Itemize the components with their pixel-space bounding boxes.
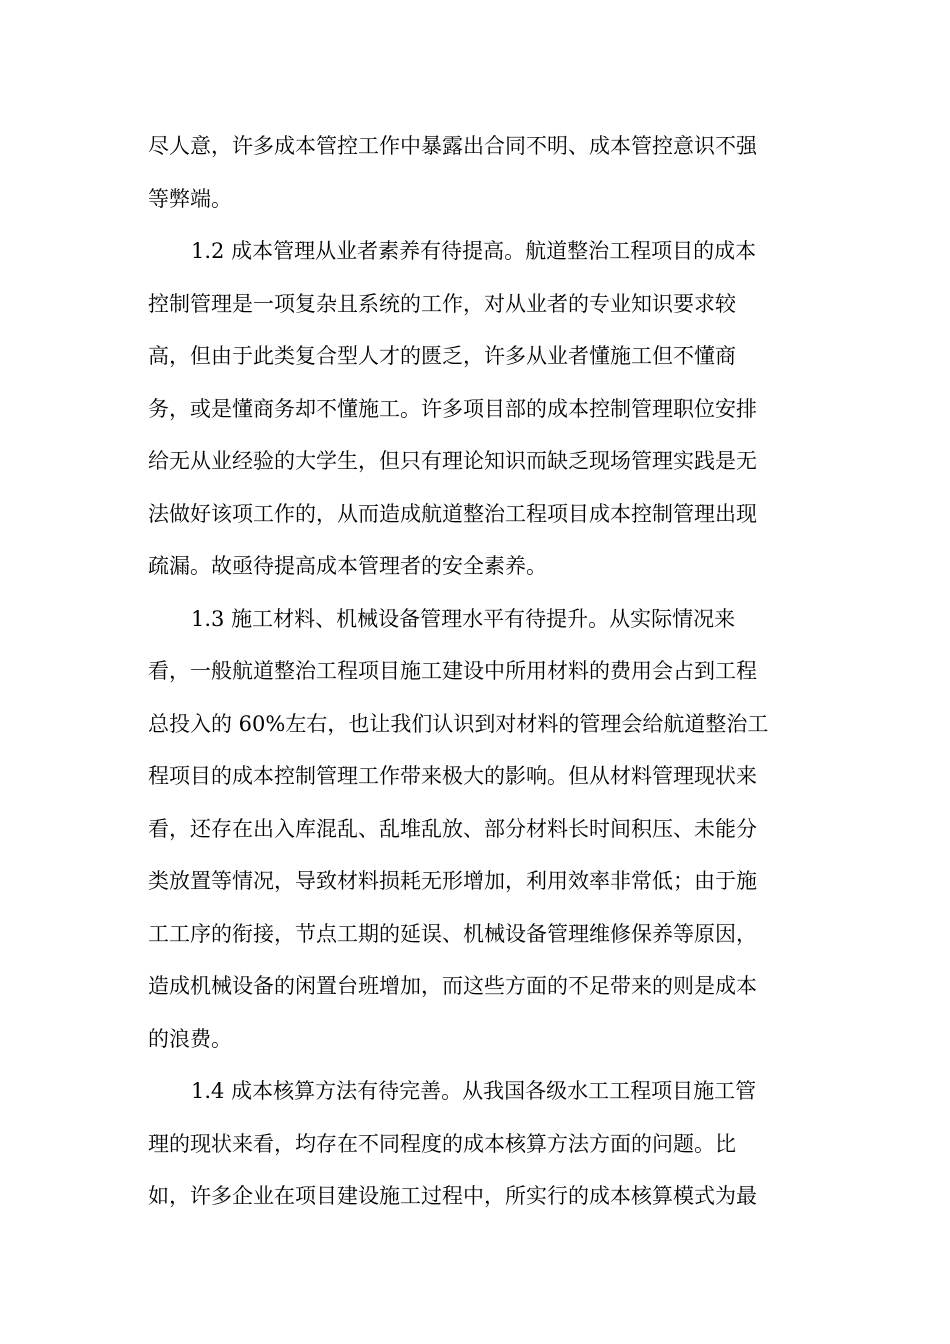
text-line: 给无从业经验的大学生，但只有理论知识而缺乏现场管理实践是无: [148, 449, 757, 473]
text-line: 等弊端。: [148, 186, 232, 211]
text-line: 法做好该项工作的，从而造成航道整治工程项目成本控制管理出现: [148, 501, 757, 526]
text-line: 理的现状来看，均存在不同程度的成本核算方法方面的问题。比: [148, 1131, 736, 1156]
text-line: 看，一般航道整治工程项目施工建设中所用材料的费用会占到工程: [148, 659, 757, 683]
text-line: 类放置等情况，导致材料损耗无形增加，利用效率非常低；由于施: [148, 869, 757, 893]
document-body: [148, 120, 803, 1223]
text-line: 造成机械设备的闲置台班增加，而这些方面的不足带来的则是成本: [148, 974, 757, 998]
text-line: 疏漏。故亟待提高成本管理者的安全素养。: [148, 554, 547, 578]
text-line: 总投入的 60%左右，也让我们认识到对材料的管理会给航道整治工: [148, 711, 769, 736]
text-line: 尽人意，许多成本管控工作中暴露出合同不明、成本管控意识不强: [148, 134, 757, 158]
text-line: 程项目的成本控制管理工作带来极大的影响。但从材料管理现状来: [148, 764, 757, 788]
text-line: 高，但由于此类复合型人才的匮乏，许多从业者懂施工但不懂商: [148, 344, 736, 368]
section-1-2-heading-line: 1.2 成本管理从业者素养有待提高。航道整治工程项目的成本: [191, 239, 757, 263]
text-line: 的浪费。: [148, 1026, 232, 1051]
text-line: 看，还存在出入库混乱、乱堆乱放、部分材料长时间积压、未能分: [148, 816, 757, 841]
text-line: 工工序的衔接，节点工期的延误、机械设备管理维修保养等原因，: [148, 921, 757, 946]
section-1-3-heading-line: 1.3 施工材料、机械设备管理水平有待提升。从实际情况来: [191, 606, 736, 631]
section-1-4-heading-line: 1.4 成本核算方法有待完善。从我国各级水工工程项目施工管: [191, 1079, 757, 1103]
text-line: 务，或是懂商务却不懂施工。许多项目部的成本控制管理职位安排: [148, 396, 757, 421]
text-line: 控制管理是一项复杂且系统的工作，对从业者的专业知识要求较: [148, 291, 736, 316]
text-line: 如，许多企业在项目建设施工过程中，所实行的成本核算模式为最: [148, 1184, 757, 1208]
